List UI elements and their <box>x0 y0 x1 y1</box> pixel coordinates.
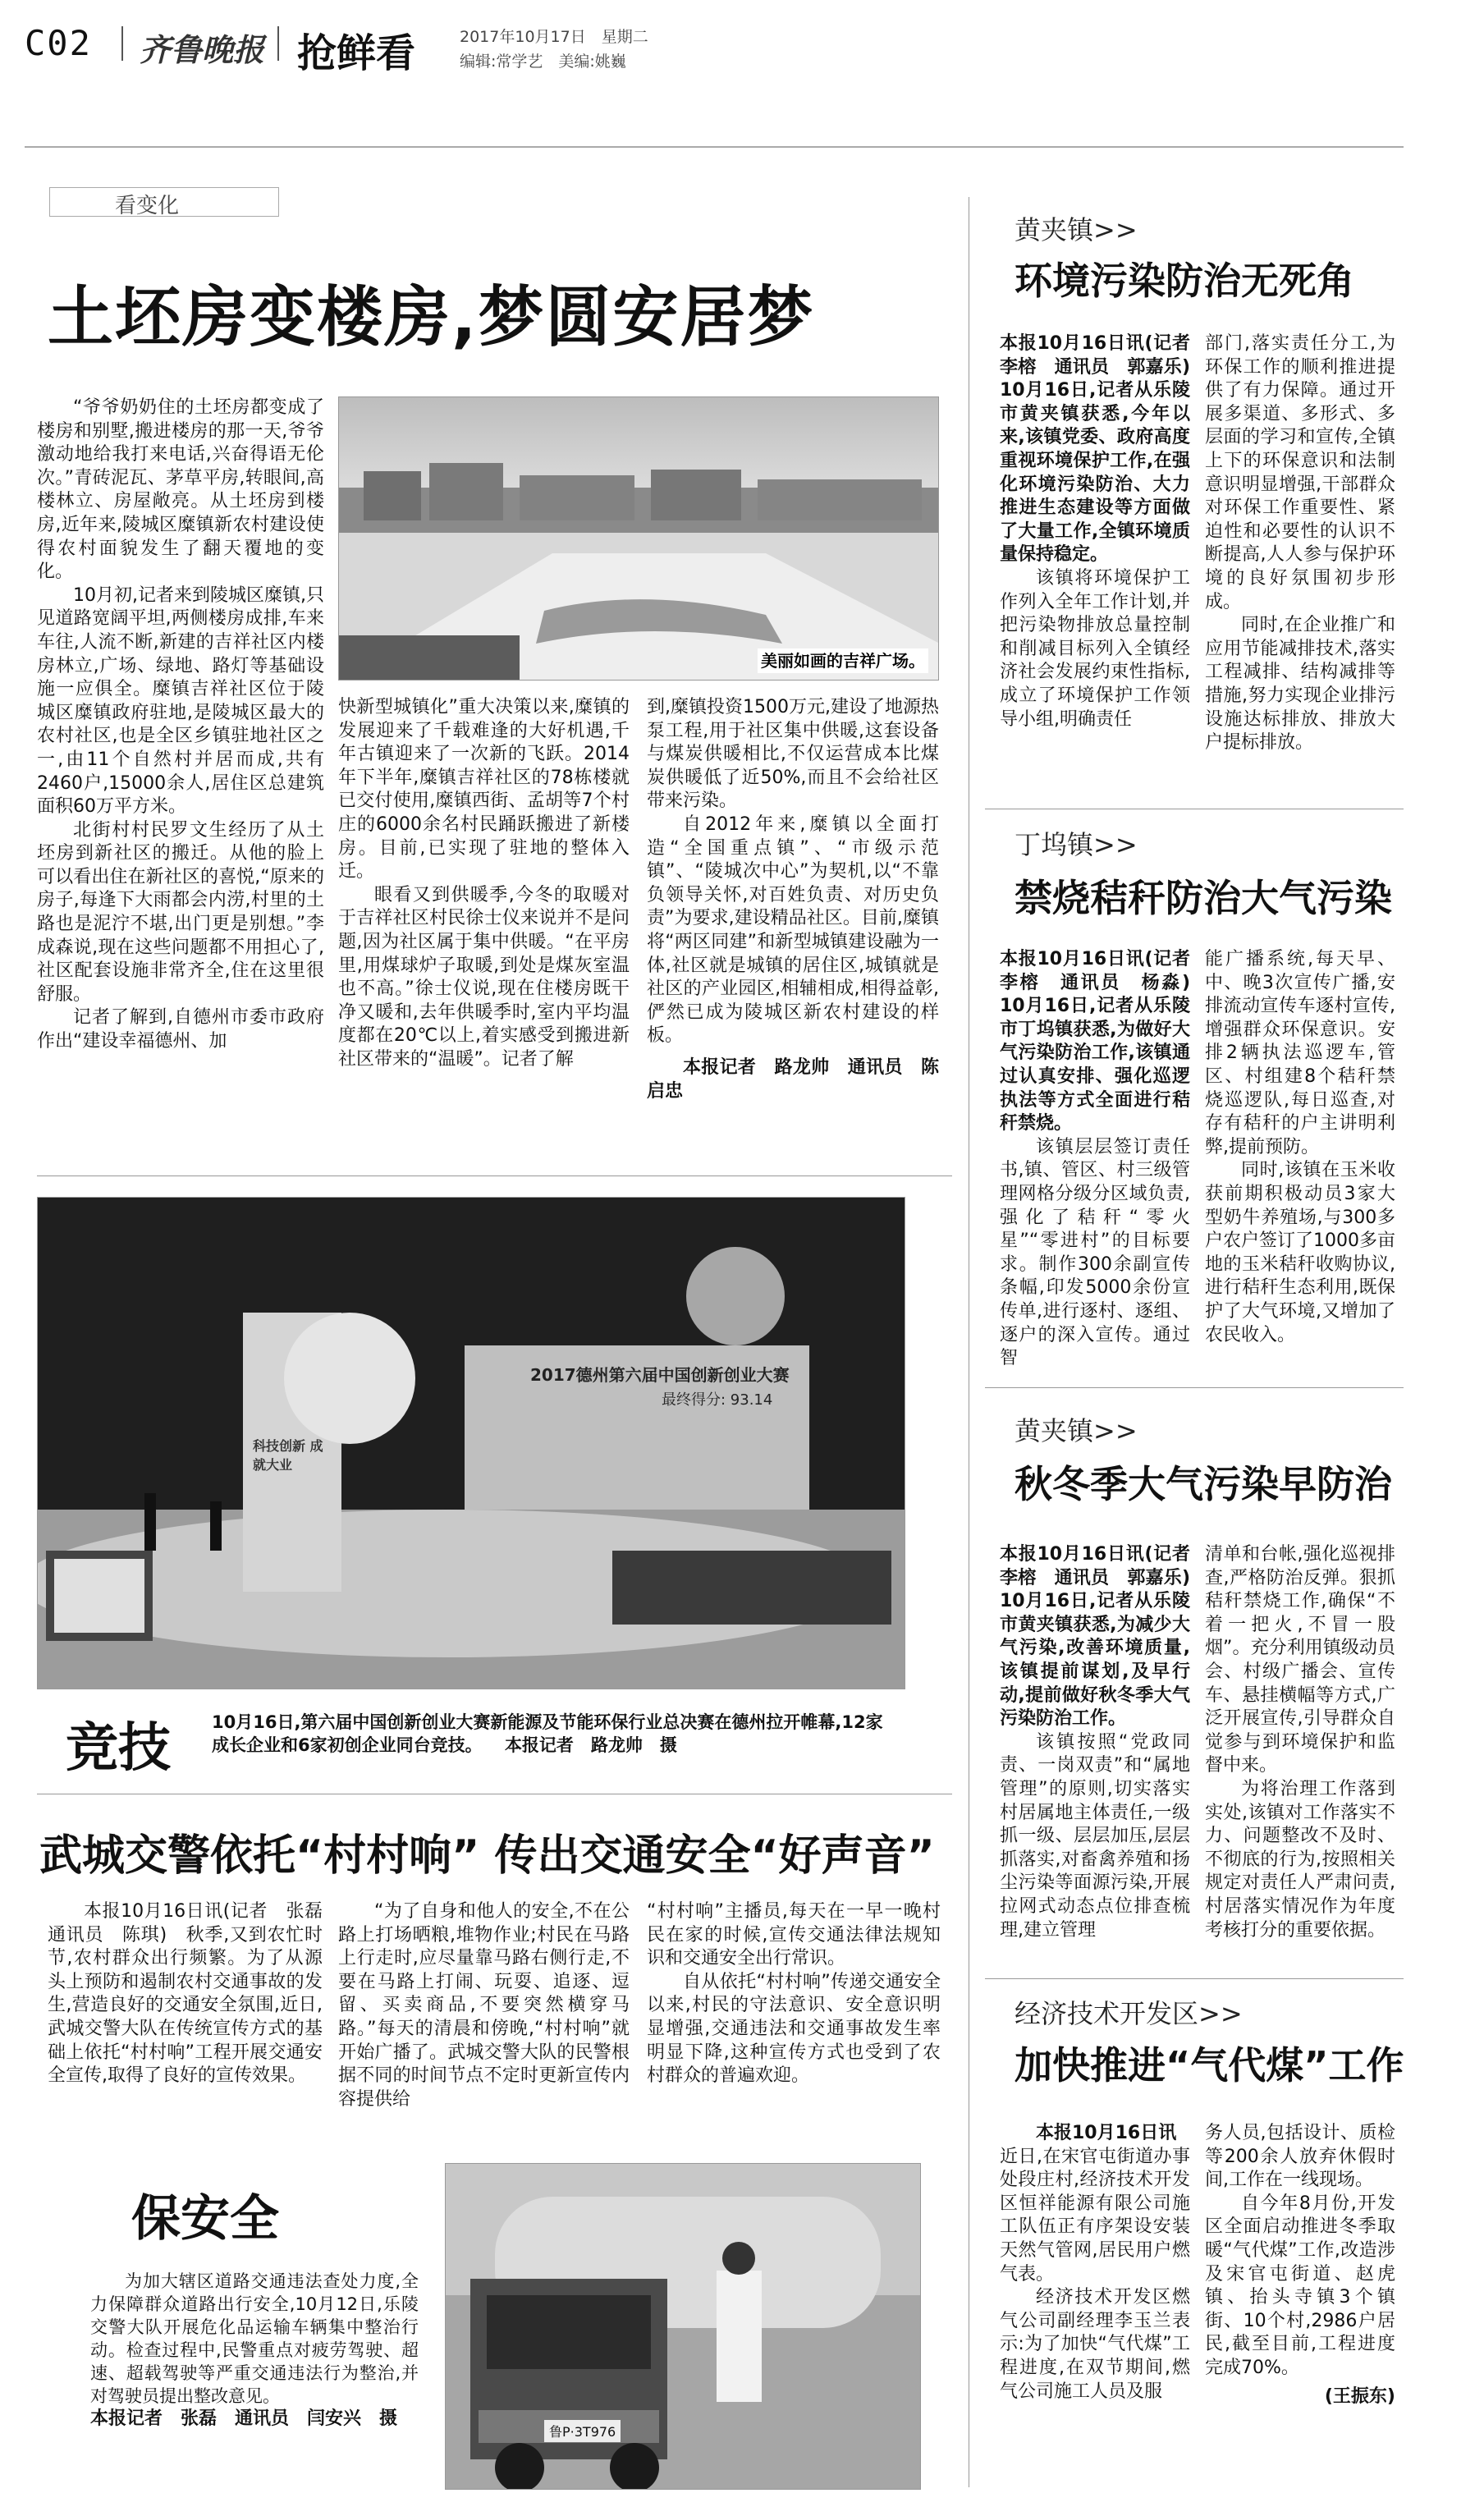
license-plate: 鲁P·3T976 <box>544 2420 621 2442</box>
lead-photo-caption: 美丽如画的吉祥广场。 <box>758 648 928 673</box>
right-section-1-column-a <box>1000 332 1209 731</box>
safety-label: 保安全 <box>131 2190 279 2248</box>
section-title: 抢鲜看 <box>297 30 416 76</box>
section-headline: 加快推进“气代煤”工作 <box>1015 2043 1404 2088</box>
paragraph: “村村响”主播员,每天在一早一晚村民在家的时候,宣传交通法律法规知识和交通安全出行常识。 <box>647 1901 941 1969</box>
paragraph: 清单和台帐,强化巡视排查,严格防治反弹。狠抓秸秆禁烧工作,确保“不着一把火,不冒一股烟”。充分利用镇级动员会、村级广播会、宣传车、悬挂横幅等方式,广泛开展宣传,引导群众自觉参与到环境保护和监督中来。 <box>1205 1544 1395 1776</box>
issue-meta <box>460 25 648 74</box>
paragraph: 记者了解到,自德州市委市政府作出“建设幸福德州、加 <box>37 1007 324 1052</box>
paragraph: 10月初,记者来到陵城区糜镇,只见道路宽阔平坦,两侧楼房成排,车来车往,人流不断,新建的吉祥社区内楼房林立,广场、绿地、路灯等基础设施一应俱全。糜镇吉祥社区位于陵城区糜镇政府驻地,是陵城区最大的农村社区,也是全区乡镇驻地社区之一,由11个自然村并居而成,共有2460户,15000余人,居住区总建筑面积60万平方米。 <box>37 584 324 818</box>
lead-headline: 土坯房变楼房,梦圆安居梦 <box>48 279 815 355</box>
safety-credit: 本报记者 张磊 通讯员 闫安兴 摄 <box>90 2408 398 2429</box>
paragraph: 经济技术开发区燃气公司副经理李玉兰表示:为了加快“气代煤”工程进度,在双节期间,燃气公司施工人员及服 <box>1000 2287 1190 2402</box>
paragraph: “为了自身和他人的安全,不在公路上打场晒粮,堆物作业;村民在马路上行走时,应尽量靠马路右侧行走,不要在马路上打闹、玩耍、追逐、逗留、买卖商品,不要突然横穿马路。”每天的清晨和傍晚,“村村响”就开始广播了。武城交警大队的民警根据不同的时间节点不定时更新宣传内容提供给 <box>338 1901 630 2110</box>
paragraph: 自2012年来,糜镇以全面打造“全国重点镇”、“市级示范镇”、“陵城次中心”为契机,以“不靠负领导关怀,对百姓负责、对历史负责”为要求,建设精品社区。目前,糜镇将“两区同建”和新型城镇建设融为一体,社区就是城镇的居住区,城镇就是社区的产业园区,相辅相成,相得益彰,俨然已成为陵城区新农村建设的样板。 <box>647 813 939 1047</box>
lead-column-2 <box>338 696 630 1072</box>
photo-score-text: 最终得分: 93.14 <box>662 1391 773 1409</box>
section-signature: (王振东) <box>1324 2385 1395 2407</box>
section-headline: 禁烧秸秆防治大气污染 <box>1015 876 1392 920</box>
competition-caption <box>212 1711 893 1757</box>
right-section-2-column-a <box>1000 948 1209 1371</box>
paragraph: 能广播系统,每天早、中、晚3次宣传广播,安排流动宣传车逐村宣传,增强群众环保意识。安排2辆执法巡逻车,管区、村组建8个秸秆禁烧巡逻队,每日巡查,对存有秸秆的户主讲明利弊,提前预防。 <box>1205 949 1395 1157</box>
lead-signature: 本报记者 路龙帅 通讯员 陈启忠 <box>647 1056 939 1102</box>
paragraph: 该镇按照“党政同责、一岗双责”和“属地管理”的原则,切实落实村居属地主体责任,一级抓一级、层层加压,层层抓落实,对畜禽养殖和扬尘污染等面源污染,开展拉网式动态点位排查梳理,建立管理 <box>1000 1731 1190 1941</box>
page-number: C02 <box>25 23 92 63</box>
photo-backdrop-text: 2017德州第六届中国创新创业大赛 <box>530 1365 790 1385</box>
safety-photo <box>445 2163 921 2490</box>
lead-column-3 <box>647 696 939 1103</box>
header-divider <box>121 26 123 61</box>
traffic-column-3 <box>647 1900 941 2088</box>
paragraph: 部门,落实责任分工,为环保工作的顺利推进提供了有力保障。通过开展多渠道、多形式、多层面的学习和宣传,全镇上下的环保意识和法制意识明显增强,干部群众对环保工作重要性、紧迫性和必要性的认识不断提高,人人参与保护环境的良好氛围初步形成。 <box>1205 333 1395 612</box>
paragraph: 本报10月16日讯 <box>1036 2123 1177 2143</box>
header-rule <box>25 146 1404 148</box>
traffic-column-2 <box>338 1900 630 2111</box>
paragraph: 本报10月16日讯(记者 李榕 通讯员 郭嘉乐) 10月16日,记者从乐陵市黄夹镇获悉,为减少大气污染,改善环境质量,该镇提前谋划,及早行动,提前做好秋冬季大气污染防治工作。 <box>1000 1544 1209 1730</box>
right-section-2-column-b <box>1205 948 1395 1347</box>
issue-date: 2017年10月17日 星期二 <box>460 28 648 46</box>
paragraph: 眼看又到供暖季,今冬的取暖对于吉祥社区村民徐士仪来说并不是问题,因为社区属于集中供暖。“在平房里,用煤球炉子取暖,到处是煤灰室温也不高。”徐士仪说,现在住楼房既干净又暖和,去年供暖季时,室内平均温度都在20℃以上,着实感受到搬进新社区带来的“温暖”。记者了解 <box>338 884 630 1070</box>
lead-column-1 <box>37 396 324 1054</box>
section-divider <box>985 1387 1404 1388</box>
square-illustration <box>339 397 939 681</box>
paragraph: 近日,在宋官屯街道办事处段庄村,经济技术开发区恒祥能源有限公司施工队伍正有序架设安装天然气管网,居民用户燃气表。 <box>1000 2146 1190 2285</box>
right-section-1-column-b <box>1205 332 1395 755</box>
paragraph: 本报10月16日讯(记者 李榕 通讯员 郭嘉乐) 10月16日,记者从乐陵市黄夹镇获悉,今年以来,该镇党委、政府高度重视环境保护工作,在强化环境污染防治、大力推进生态建设等方面做了大量工作,全镇环境质量保持稳定。 <box>1000 333 1209 566</box>
paragraph: 北街村村民罗文生经历了从土坯房到新社区的搬迁。从他的脸上可以看出住在新社区的喜悦,“原来的房子,每逢下大雨都会内涝,村里的土路也是泥泞不堪,出门更是别想。”李成森说,现在这些问题都不用担心了,社区配套设施非常齐全,住在这里很舒服。 <box>37 819 324 1005</box>
paragraph: 同时,该镇在玉米收获前期积极动员3家大型奶牛养殖场,与300多户农户签订了1000多亩地的玉米秸秆收购协议,进行秸秆生态利用,既保护了大气环境,又增加了农民收入。 <box>1205 1160 1395 1345</box>
stage-illustration <box>38 1198 905 1689</box>
lead-kicker: 看变化 <box>115 194 180 218</box>
safety-caption <box>90 2270 419 2431</box>
traffic-column-1 <box>48 1900 341 2088</box>
paragraph: 快新型城镇化”重大决策以来,糜镇的发展迎来了千载难逢的大好机遇,千年古镇迎来了一次新的飞跃。2014年下半年,糜镇吉祥社区的78栋楼就已交付使用,糜镇西街、孟胡等7个村庄的6000余名村民踊跃搬进了新楼房。目前,已实现了驻地的整体入迁。 <box>338 697 630 882</box>
right-section-4-column-a <box>1000 2122 1190 2404</box>
paragraph: 本报10月16日讯(记者 李榕 通讯员 杨淼) 10月16日,记者从乐陵市丁坞镇获悉,为做好大气污染防治工作,该镇通过认真安排、强化巡逻执法等方式全面进行秸秆禁烧。 <box>1000 949 1209 1134</box>
paragraph: 务人员,包括设计、质检等200余人放弃休假时间,工作在一线现场。 <box>1205 2123 1395 2191</box>
section-kicker: 黄夹镇>> <box>1015 214 1138 245</box>
traffic-headline: 武城交警依托“村村响” 传出交通安全“好声音” <box>39 1831 935 1881</box>
paragraph: 本报10月16日讯(记者 张磊 通讯员 陈琪) 秋季,又到农忙时节,农村群众出行频繁。为了从源头上预防和遏制农村交通事故的发生,营造良好的交通安全氛围,近日,武城交警大队在传统宣传方式的基础上依托“村村响”工程开展交通安全宣传,取得了良好的宣传效果。 <box>48 1901 341 2087</box>
paragraph: 到,糜镇投资1500万元,建设了地源热泵工程,用于社区集中供暖,这套设备与煤炭供暖相比,不仅运营成本比煤炭供暖低了近50%,而且不会给社区带来污染。 <box>647 697 939 812</box>
paragraph: 为加大辖区道路交通违法查处力度,全力保障群众道路出行安全,10月12日,乐陵交警大队开展危化品运输车辆集中整治行动。检查过程中,民警重点对疲劳驾驶、超速、超载驾驶等严重交通违法行为整治,并对驾驶员提出整改意见。 <box>90 2271 419 2406</box>
paper-name: 齐鲁晚报 <box>140 31 265 68</box>
lead-photo <box>338 396 939 681</box>
header-divider <box>277 26 279 61</box>
paragraph: 该镇层层签订责任书,镇、管区、村三级管理网格分级分区域负责,强化了秸秆“零火星”“零进村”的目标要求。制作300余副宣传条幅,印发5000余份宣传单,进行逐村、逐组、逐户的深入宣传。通过智 <box>1000 1136 1190 1369</box>
competition-credit: 本报记者 路龙帅 摄 <box>504 1735 677 1755</box>
right-section-4-column-b <box>1205 2122 1395 2408</box>
section-kicker: 丁坞镇>> <box>1015 829 1138 860</box>
paragraph: 同时,在企业推广和应用节能减排技术,落实工程减排、结构减排等措施,努力实现企业排污设施达标排放、排放大户提标排放。 <box>1205 615 1395 754</box>
paragraph: 自从依托“村村响”传递交通安全以来,村民的守法意识、安全意识明显增强,交通违法和交通事故发生率明显下降,这种宣传方式也受到了农村群众的普遍欢迎。 <box>647 1971 941 2087</box>
competition-caption-text: 10月16日,第六届中国创新创业大赛新能源及节能环保行业总决赛在德州拉开帷幕,12家成长企业和6家初创企业同台竞技。 <box>212 1712 883 1755</box>
section-headline: 秋冬季大气污染早防治 <box>1015 1462 1392 1506</box>
right-section-3-column-b <box>1205 1543 1395 1942</box>
paragraph: “爷爷奶奶住的土坯房都变成了楼房和别墅,搬进楼房的那一天,爷爷激动地给我打来电话,兴奋得语无伦次。”青砖泥瓦、茅草平房,转眼间,高楼林立、房屋敞亮。从土坯房到楼房,近年来,陵城区糜镇新农村建设使得农村面貌发生了翻天覆地的变化。 <box>37 397 324 583</box>
competition-label: 竞技 <box>66 1718 171 1779</box>
paragraph: 为将治理工作落到实处,该镇对工作落实不力、问题整改不及时、不彻底的行为,按照相关规定对责任人严肃问责,村居落实情况作为年度考核打分的重要依据。 <box>1205 1778 1395 1941</box>
paragraph: 该镇将环境保护工作列入全年工作计划,并把污染物排放总量控制和削减目标列入全镇经济社会发展约束性指标,成立了环境保护工作领导小组,明确责任 <box>1000 567 1190 730</box>
competition-photo <box>37 1197 905 1689</box>
photo-panel-text: 科技创新 成就大业 <box>253 1438 323 1473</box>
paragraph: 自今年8月份,开发区全面启动推进冬季取暖“气代煤”工作,改造涉及宋官屯街道、赵虎镇、抬头寺镇3个镇街、10个村,2986户居民,截至目前,工程进度完成70%。 <box>1205 2193 1395 2378</box>
right-section-3-column-a <box>1000 1543 1209 1942</box>
section-headline: 环境污染防治无死角 <box>1015 259 1354 303</box>
issue-editors: 编辑:常学艺 美编:姚巍 <box>460 53 626 71</box>
section-kicker: 黄夹镇>> <box>1015 1415 1138 1446</box>
section-divider <box>985 1978 1404 1979</box>
section-kicker: 经济技术开发区>> <box>1015 1998 1243 2029</box>
truck-illustration <box>446 2164 921 2490</box>
